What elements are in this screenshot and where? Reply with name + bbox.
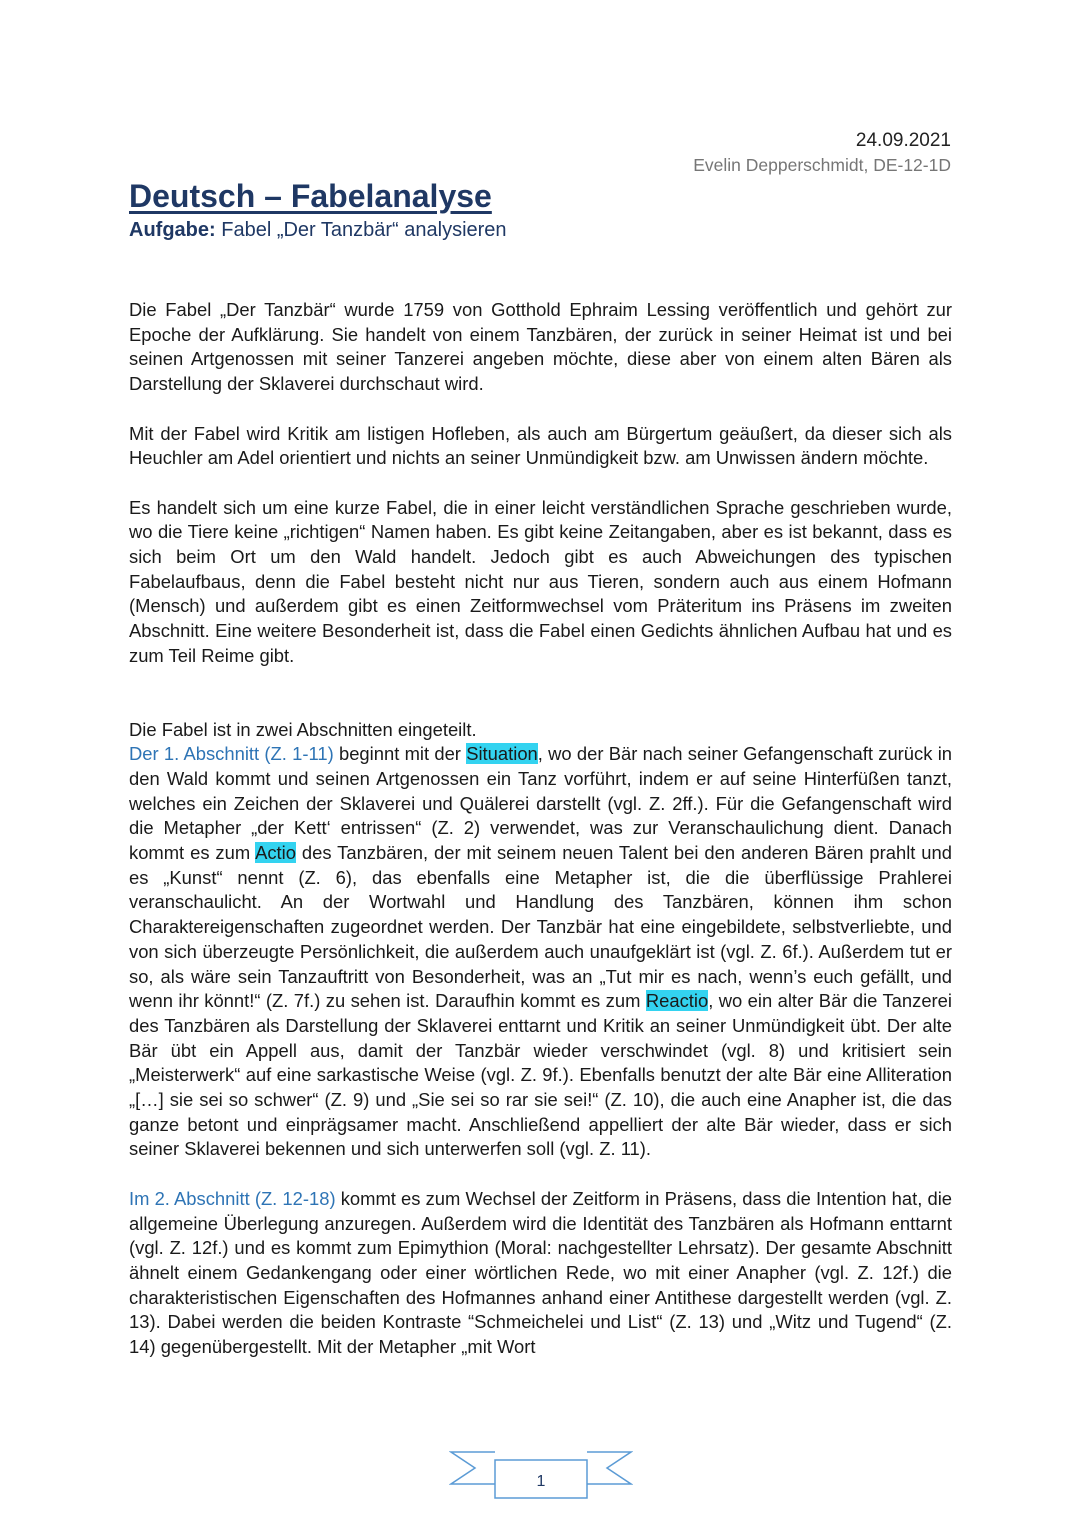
author-line: Evelin Depperschmidt, DE-12-1D bbox=[693, 155, 951, 175]
document-date: 24.09.2021 bbox=[855, 130, 951, 151]
section-2-text: kommt es zum Wechsel der Zeitform in Präsens, dass die Intention hat, die allgemeine Überlegung anzuregen. Außerdem wird die Identität des Tanzbären als Hofmann enttarnt (vgl. Z. 12f.) und es kommt zum Epimythion (Moral: nachgestellter Lehrsatz). Der gesamte Abschnitt ähnelt einem Gedankengang oder einer wörtlichen Rede, wo mit einer Anapher (vgl. Z. 12f.) die charakteristischen Eigenschaften des Hofmannes anhand einer Antithese dargestellt werden (vgl. Z. 13). Dabei werden die beiden Kontraste “Schmeichelei und List“ (Z. 13) und „Witz und Tugend“ (Z. 14) gegenübergestellt. Mit der Metapher „mit Wort bbox=[129, 1187, 953, 1358]
section-1-text-c: des Tanzbären, der mit seinem neuen Talent bei den anderen Bären prahlt und es „Kunst“ nennt (Z. 6), das ebenfalls eine Metapher ist, die die überflüssige Prahlerei veranschaulicht. An der Wortwahl und Handlung des Tanzbären, können ihm schon Charaktereigenschaften zugeordnet werden. Der Tanzbär hat eine eingebildete, selbstverliebte, und von sich überzeugte Persönlichkeit, die außerdem auch unaufgeklärt ist (vgl. Z. 6f.). Außerdem tut er so, als wäre sein Tanzauftritt von Besonderheit, was an „Tut mir es nach, wenn’s euch gefällt, und wenn ihr könnt!“ (Z. 7f.) zu sehen ist. Daraufhin kommt es zum bbox=[129, 842, 952, 1012]
section-1-text-a: beginnt mit der bbox=[333, 743, 467, 765]
paragraph-section-1 bbox=[129, 742, 952, 1162]
section-1-label: Der 1. Abschnitt (Z. 1-11) bbox=[129, 743, 334, 765]
paragraph-structure: Die Fabel ist in zwei Abschnitten eingeteilt. bbox=[129, 718, 477, 740]
paragraph-section-2 bbox=[129, 1187, 952, 1360]
highlight-actio: Actio bbox=[255, 842, 296, 864]
highlight-situation: Situation bbox=[466, 743, 538, 765]
section-2-label: Im 2. Abschnitt (Z. 12-18) bbox=[129, 1187, 336, 1209]
task-label: Aufgabe: bbox=[129, 219, 216, 241]
highlight-reactio: Reactio bbox=[645, 990, 709, 1012]
task-text: Fabel „Der Tanzbär“ analysieren bbox=[215, 219, 507, 241]
section-1-text-d: , wo ein alter Bär die Tanzerei des Tanzbären als Darstellung der Sklaverei enttarnt und Kritik an seiner Unmündigkeit übt. Der alte Bär übt ein Appell aus, damit der Tanzbär wieder verschwindet (vgl. 8) und kritisiert sein „Meisterwerk“ auf eine sarkastische Weise (vgl. Z. 9f.). Ebenfalls benutzt der alte Bär eine Alliteration „[…] sie sei so schwer“ (Z. 9) und „Sie sei so rar sie sei!“ (Z. 10), die auch eine Anapher ist, die das ganze betont und einprägsamer macht. Anschließend appelliert der alte Bär wieder, dass er sich seiner Sklaverei bekennen und sich unterwerfen soll (vgl. Z. 11). bbox=[129, 990, 952, 1160]
section-1-text-b: , wo der Bär nach seiner Gefangenschaft zurück in den Wald kommt und seinen Artgenossen ein Tanz vorführt, indem er auf seine Hinterfüßen tanzt, welches ein Zeichen der Sklaverei und Quälerei darstellt (vgl. Z. 2ff.). Für die Gefangenschaft wird die Metapher „der Kett‘ entrissen“ (Z. 2) verwendet, was zur Veranschaulichung dient. Danach kommt es zum bbox=[129, 743, 953, 864]
page-number-banner bbox=[449, 1444, 633, 1502]
title-block bbox=[129, 176, 951, 243]
paragraph-intro: Die Fabel „Der Tanzbär“ wurde 1759 von Gotthold Ephraim Lessing veröffentlich und gehört zur Epoche der Aufklärung. Sie handelt von einem Tanzbären, der zurück in seiner Heimat ist und bei seinen Artgenossen mit seiner Tanzerei angeben möchte, diese aber von einem alten Bären als Darstellung der Sklaverei durchschaut wird. bbox=[129, 299, 952, 395]
header-meta bbox=[693, 129, 951, 177]
paragraph-form: Es handelt sich um eine kurze Fabel, die in einer leicht verständlichen Sprache geschrieben wurde, wo die Tiere keine „richtigen“ Namen haben. Es gibt keine Zeitangaben, aber es ist bekannt, dass es sich beim Ort um den Wald handelt. Jedoch gibt es auch Abweichungen des typischen Fabelaufbaus, denn die Fabel besteht nicht nur aus Tieren, sondern auch aus einem Hofmann (Mensch) und außerdem gibt es einen Zeitformwechsel vom Präteritum ins Präsens im zweiten Abschnitt. Eine weitere Besonderheit ist, dass die Fabel einen Gedichts ähnlichen Aufbau hat und es zum Teil Reime gibt. bbox=[129, 496, 952, 666]
document-body bbox=[129, 298, 952, 1360]
task-line bbox=[129, 217, 951, 243]
page-number: 1 bbox=[536, 1473, 546, 1490]
paragraph-critique: Mit der Fabel wird Kritik am listigen Hofleben, als auch am Bürgertum geäußert, da dieser sich als Heuchler am Adel orientiert und nichts an seiner Unmündigkeit bzw. am Unwissen ändern möchte. bbox=[129, 422, 952, 469]
document-title: Deutsch – Fabelanalyse bbox=[129, 178, 492, 214]
